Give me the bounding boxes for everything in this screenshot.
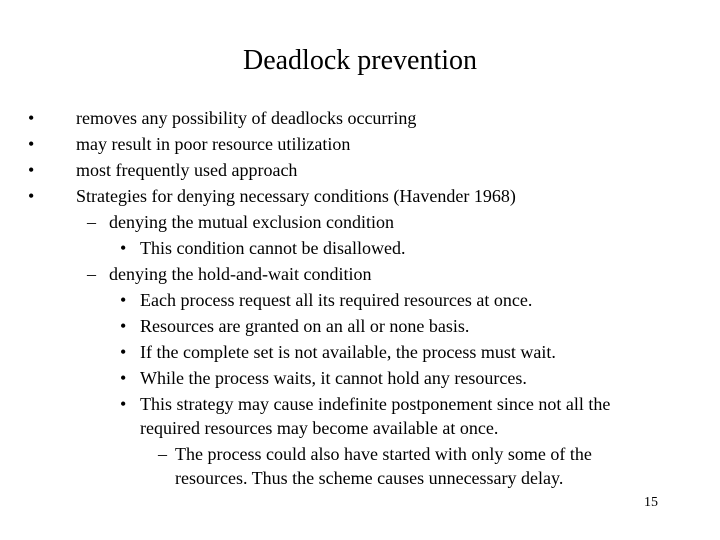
subsub-bullet-text: This strategy may cause indefinite postponement since not all the: [140, 394, 611, 414]
bullet-glyph: •: [120, 342, 127, 362]
level4-text: The process could also have started with only some of the: [175, 444, 592, 464]
bullet-text: removes any possibility of deadlocks occurring: [76, 108, 417, 128]
dash-glyph: –: [158, 444, 167, 464]
bullet-glyph: •: [28, 186, 35, 206]
subsub-bullet-text: This condition cannot be disallowed.: [140, 238, 406, 258]
bullet-glyph: •: [120, 290, 127, 310]
sub-bullet-text: denying the mutual exclusion condition: [109, 212, 394, 232]
slide-title: Deadlock prevention: [242, 45, 478, 76]
bullet-glyph: •: [28, 134, 35, 154]
slide-number: 15: [644, 495, 658, 510]
bullet-text: Strategies for denying necessary conditions (Havender 1968): [76, 186, 516, 206]
dash-glyph: –: [87, 264, 96, 284]
bullet-text: most frequently used approach: [76, 160, 298, 180]
sub-bullet-text: denying the hold-and-wait condition: [109, 264, 372, 284]
subsub-bullet-text: If the complete set is not available, the process must wait.: [140, 342, 556, 362]
subsub-bullet-text: Each process request all its required resources at once.: [140, 290, 533, 310]
dash-glyph: –: [87, 212, 96, 232]
bullet-text: may result in poor resource utilization: [76, 134, 351, 154]
subsub-bullet-continuation: required resources may become available at once.: [140, 418, 499, 438]
bullet-glyph: •: [120, 368, 127, 388]
subsub-bullet-text: While the process waits, it cannot hold any resources.: [140, 368, 527, 388]
bullet-glyph: •: [120, 316, 127, 336]
bullet-glyph: •: [28, 108, 35, 128]
subsub-bullet-text: Resources are granted on an all or none basis.: [140, 316, 470, 336]
bullet-glyph: •: [28, 160, 35, 180]
bullet-glyph: •: [120, 394, 127, 414]
bullet-glyph: •: [120, 238, 127, 258]
level4-continuation: resources. Thus the scheme causes unnecessary delay.: [175, 468, 564, 488]
